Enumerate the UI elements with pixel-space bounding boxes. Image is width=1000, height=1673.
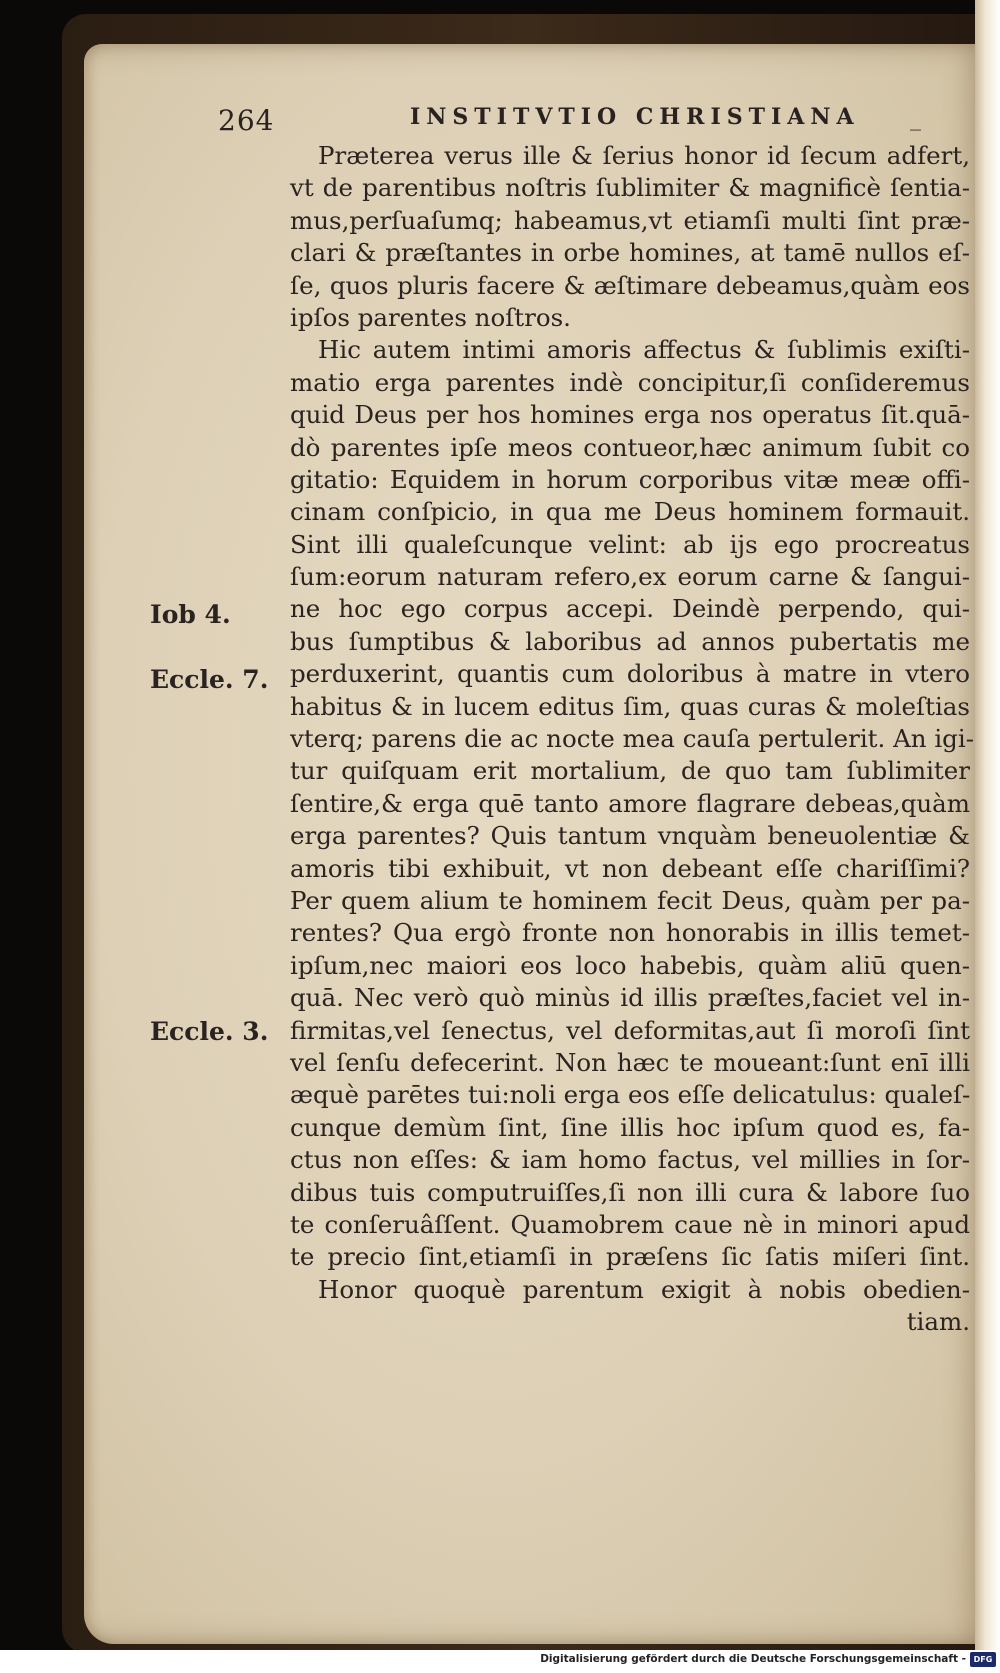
- text-line: Hic autem intimi amoris affectus & ſublimis exiſti-: [318, 335, 970, 365]
- page-number: 264: [218, 104, 275, 137]
- text-line: dò parentes ipſe meos contueor,hæc animum ſubit co: [290, 432, 970, 462]
- margin-note-eccle-3: Eccle. 3.: [150, 1017, 269, 1046]
- text-line: ne hoc ego corpus accepi. Deindè perpendo, qui-: [290, 594, 970, 624]
- running-head: INSTITVTIO CHRISTIANA: [410, 104, 860, 130]
- body-text: [290, 140, 974, 1338]
- text-line: quā. Nec verò quò minùs id illis præſtes,faciet vel in-: [290, 983, 970, 1013]
- text-line: vterq; parens die ac nocte mea cauſa pertulerit. An igi-: [290, 724, 974, 754]
- text-line: ſentire,& erga quē tanto amore flagrare debeas,quàm: [290, 788, 970, 818]
- text-line: Sint illi qualeſcunque velint: ab ijs ego procreatus: [290, 529, 970, 559]
- text-line: vel ſenſu defecerint. Non hæc te moueant:ſunt enī illi: [290, 1047, 970, 1077]
- text-line: gitatio: Equidem in horum corporibus vitæ meæ offi-: [290, 464, 970, 494]
- catchword-line: tiam.: [906, 1307, 970, 1337]
- text-line: habitus & in lucem editus ſim, quas curas & moleſtias: [290, 691, 970, 721]
- text-line: quid Deus per hos homines erga nos operatus ſit.quā-: [290, 400, 970, 430]
- text-line: ſum:eorum naturam refero,ex eorum carne & ſangui-: [290, 562, 970, 592]
- text-line: ctus non eſſes: & iam homo factus, vel millies in ſor-: [290, 1145, 970, 1175]
- text-line: firmitas,vel ſenectus, vel deformitas,aut ſi moroſi ſint: [290, 1015, 970, 1045]
- text-line: æquè parētes tui:noli erga eos eſſe delicatulus: qualeſ-: [290, 1080, 971, 1110]
- text-line: bus ſumptibus & laboribus ad annos pubertatis me: [290, 626, 970, 656]
- text-line: te precio ſint,etiamſi in præſens ſic ſatis miſeri ſint.: [290, 1242, 970, 1272]
- text-line: Præterea verus ille & ſerius honor id ſecum adfert,: [318, 141, 970, 170]
- text-line: matio erga parentes indè concipitur,ſi conſideremus: [290, 367, 970, 397]
- margin-note-iob: Iob 4.: [150, 600, 231, 629]
- footer-credit: Digitalisierung gefördert durch die Deutsche Forschungsgemeinschaft -: [540, 1653, 966, 1665]
- text-line: clari & præſtantes in orbe homines, at tamē nullos eſ-: [290, 238, 970, 268]
- text-line: perduxerint, quantis cum doloribus à matre in vtero: [290, 659, 970, 689]
- text-line: cunque demùm ſint, ſine illis hoc ipſum quod es, fa-: [290, 1112, 970, 1142]
- text-line: vt de parentibus noſtris ſublimiter & magnificè ſentia-: [290, 173, 970, 203]
- text-line: rentes? Qua ergò fronte non honorabis in illis temet-: [290, 918, 970, 948]
- dfg-logo-icon: DFG: [970, 1652, 996, 1667]
- digitization-footer: [0, 1650, 1000, 1673]
- running-head-mark: _: [910, 106, 921, 131]
- text-line: dibus tuis computruiſſes,ſi non illi cura & labore ſuo: [290, 1177, 970, 1207]
- text-line: erga parentes? Quis tantum vnquàm beneuolentiæ &: [290, 821, 970, 851]
- margin-note-eccle-7: Eccle. 7.: [150, 665, 269, 694]
- text-line: Per quem alium te hominem fecit Deus, quàm per pa-: [290, 885, 970, 915]
- text-line: ipſum,nec maiori eos loco habebis, quàm aliū quen-: [290, 950, 970, 980]
- text-line: ſe, quos pluris facere & æſtimare debeamus,quàm eos: [290, 270, 970, 300]
- page-edge-strip: [975, 0, 1000, 1650]
- text-line: ipſos parentes noſtros.: [290, 302, 571, 332]
- text-line: amoris tibi exhibuit, vt non debeant eſſe chariſſimi?: [290, 853, 970, 883]
- text-line: tur quiſquam erit mortalium, de quo tam ſublimiter: [290, 756, 970, 786]
- text-line: Honor quoquè parentum exigit à nobis obedien-: [318, 1274, 970, 1304]
- text-line: cinam conſpicio, in qua me Deus hominem formauit.: [290, 497, 970, 527]
- text-line: mus,perſuaſumq; habeamus,vt etiamſi multi ſint præ-: [290, 205, 970, 235]
- text-line: te conſeruâſſent. Quamobrem caue nè in minori apud: [290, 1209, 970, 1239]
